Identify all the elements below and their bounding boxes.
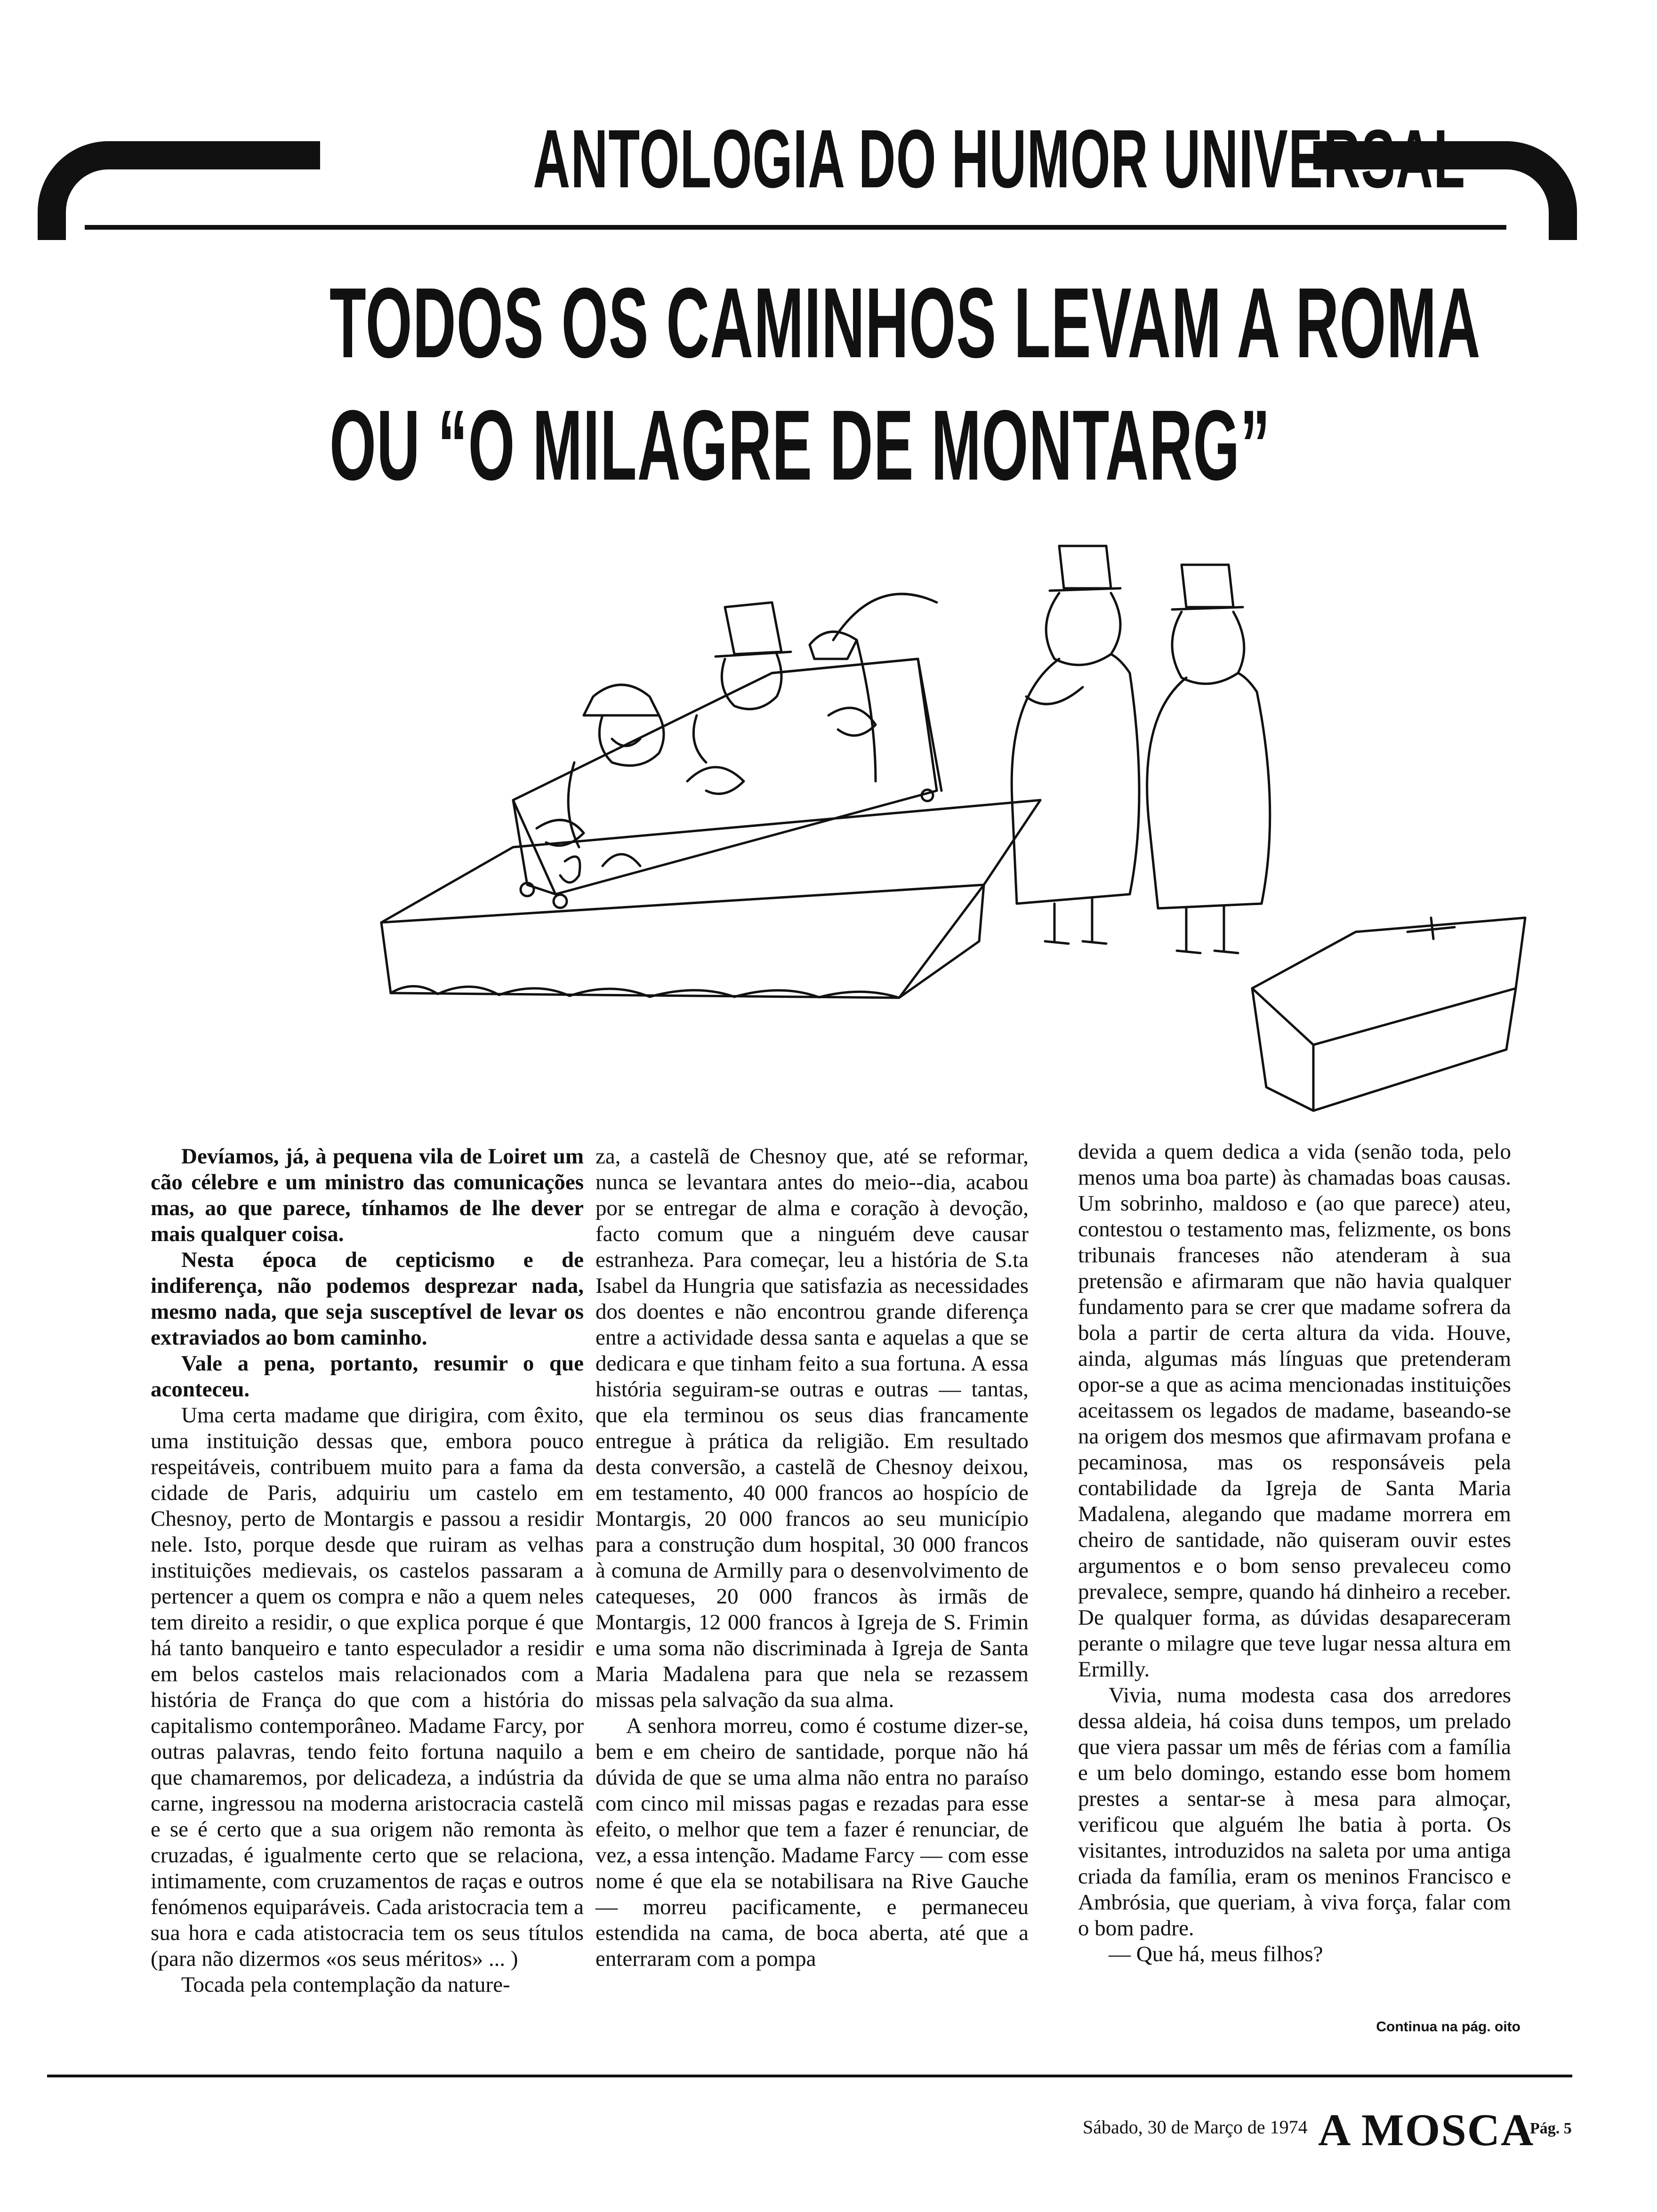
body-paragraph: za, a castelã de Chesnoy que, até se reformar, nunca se levantara antes do meio--dia, acabou por se entregar de alma e coração à devoção, facto comum que a ninguém deve causar estranheza. Para começar, leu a história de S.ta Isabel da Hungria que satisfazia as necessidades dos doentes e não encontrou grande diferença entre a actividade dessa santa e aquelas a que se dedicara e que tinham feito a sua fortuna. A essa história seguiram-se outras e outras — tantas, que ela terminou os seus dias francamente entregue à prática da religião. Em resultado desta conversão, a castelã de Chesnoy deixou, em testamento, 40 000 francos ao hospício de Montargis, 20 000 francos ao seu município para a construção dum hospital, 30 000 francos à comuna de Armilly para o desenvolvimento de catequeses, 20 000 francos às irmãs de Montargis, 12 000 francos à Igreja de S. Frimin e uma soma não discriminada à Igreja de Santa Maria Madalena para que nela se rezassem missas pela salvação da sua alma. <box>595 1144 1029 1712</box>
hanging-lamp <box>810 594 937 781</box>
standing-gentleman-left <box>1012 546 1139 944</box>
lead-paragraph-1: Devíamos, já, à pequena vila de Loiret um cão célebre e um ministro das comunicações mas, ao que parece, tínhamos de lhe dever mais qualquer coisa. <box>151 1144 584 1246</box>
body-paragraph: A senhora morreu, como é costume dizer-se, bem e em cheiro de santidade, porque não há dúvida de que se uma alma não entra no paraíso com cinco mil missas pagas e rezadas para esse efeito, o melhor que tem a fazer é renunciar, de vez, a essa intenção. Madame Farcy — com esse nome é que ela se notabilisara na Rive Gauche — morreu pacificamente, e permaneceu estendida na cama, de boca aberta, até que a enterraram com a pompa <box>595 1714 1029 1971</box>
body-paragraph: Tocada pela contemplação da nature- <box>181 1972 510 1997</box>
issue-date: Sábado, 30 de Março de 1974 <box>1083 2116 1308 2138</box>
article-lead <box>151 1144 584 1403</box>
headline-line-2: OU “O MILAGRE DE MONTARG” <box>330 389 1271 501</box>
body-paragraph: — Que há, meus filhos? <box>1109 1942 1323 1966</box>
article-column-1 <box>151 1144 584 1998</box>
page-footer <box>1083 2104 1572 2155</box>
standing-gentleman-right <box>1147 565 1270 953</box>
footer-rule <box>47 2075 1572 2077</box>
title-rule <box>85 225 1506 230</box>
draped-table <box>381 800 1040 998</box>
body-paragraph: devida a quem dedica a vida (senão toda, pelo menos uma boa parte) às chamadas boas causas. Um sobrinho, maldoso e (ao que parece) ateu, contestou o testamento mas, felizmente, os bons tribunais franceses não atenderam à sua pretensão e afirmaram que não havia qualquer fundamento para se crer que madame sofrera da bola a partir de certa altura da vida. Houve, ainda, algumas más línguas que pretenderam opor-se a que as acima mencionadas instituições aceitassem os legados de madame, baseando-se na origem dos mesmos que afirmavam profana e pecaminosa, mas os responsáveis pela contabilidade da Igreja de Santa Maria Madalena, alegando que madame morrera em cheiro de santidade, não quiseram ouvir estes argumentos e o bom senso prevaleceu como prevalece, sempre, quando há dinheiro a receber. De qualquer forma, as dúvidas desapareceram perante o milagre que teve lugar nessa altura em Ermilly. <box>1078 1139 1511 1682</box>
page-number: Pág. 5 <box>1530 2120 1572 2137</box>
lead-paragraph-2: Nesta época de cepticismo e de indiferença, não podemos desprezar nada, mesmo nada, que seja susceptível de levar os extraviados ao bom caminho. <box>151 1248 584 1350</box>
continued-note: Continua na pág. oito <box>1376 2019 1520 2035</box>
cartoon-illustration <box>358 518 1553 1130</box>
mourner-top-hat <box>693 602 791 762</box>
headline-line-1: TODOS OS CAMINHOS LEVAM A ROMA <box>330 267 1481 378</box>
lead-paragraph-3: Vale a pena, portanto, resumir o que aconteceu. <box>151 1351 584 1402</box>
series-title: ANTOLOGIA DO HUMOR UNIVERSAL <box>533 113 1466 205</box>
body-paragraph: Vivia, numa modesta casa dos arredores dessa aldeia, há coisa duns tempos, um prelado que viera passar um mês de férias com a família e um belo domingo, estando esse bom homem prestes a sentar-se à mesa para almoçar, verificou que alguém lhe batia à porta. Os visitantes, introduzidos na saleta por uma antiga criada da família, eram os meninos Francisco e Ambrósia, que queriam, à viva força, falar com o bom padre. <box>1078 1683 1511 1940</box>
article-column-3 <box>1078 1139 1511 1967</box>
article-column-2 <box>595 1144 1029 1972</box>
body-paragraph: Uma certa madame que dirigira, com êxito, uma instituição dessas que, embora pouco respeitáveis, contribuem muito para a fama da cidade de Paris, adquiriu um castelo em Chesnoy, perto de Montargis e passou a residir nele. Isto, porque desde que ruiram as velhas instituições medievais, os castelos passaram a pertencer a quem os compra e não a quem neles tem direito a residir, o que explica porque é que há tanto banqueiro e tanto especulador a residir em belos castelos mais relacionados com a história de França do que com a história do capitalismo contemporâneo. Madame Farcy, por outras palavras, tendo feito fortuna naquilo a que chamaremos, por delicadeza, a indústria da carne, ingressou na moderna aristocracia castelã e se é certo que a sua origem não remonta às cruzadas, é igualmente certo que se relaciona, intimamente, com cruzamentos de raças e outros fenómenos equiparáveis. Cada aristocracia tem a sua hora e cada atistocracia tem os seus títulos (para não dizermos «os seus méritos» ... ) <box>151 1403 584 1971</box>
plain-coffin <box>1252 918 1525 1111</box>
publication-name: A MOSCA <box>1318 2105 1535 2155</box>
